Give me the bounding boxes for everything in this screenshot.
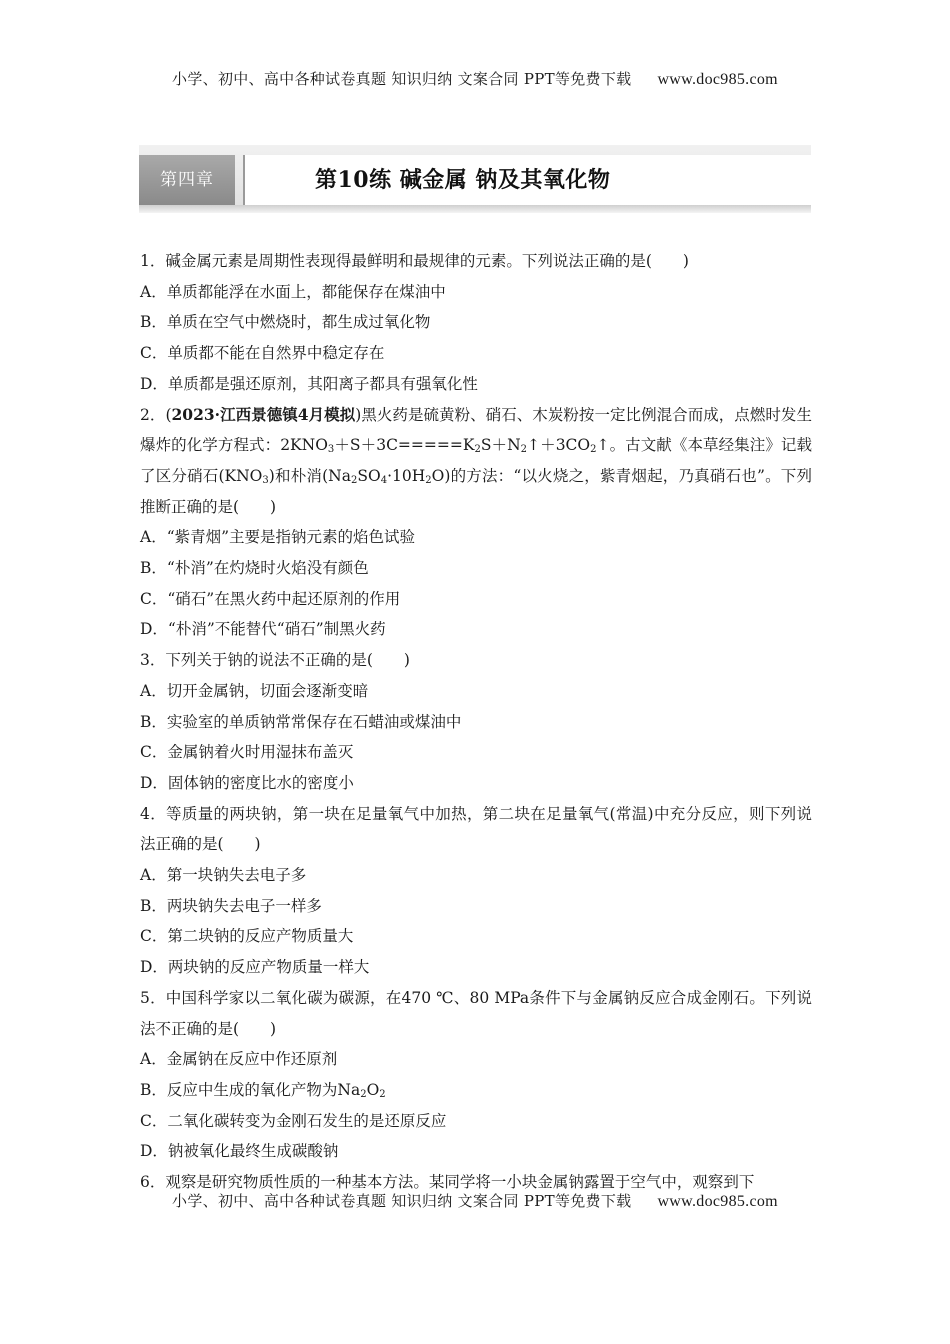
question-4-option-d: D．两块钠的反应产物质量一样大 [140,958,370,977]
question-1-option-c: C．单质都不能在自然界中稳定存在 [140,344,385,363]
question-list [140,246,812,1198]
question-2-text: ↑。古文献《本草经集注》记载了区分硝石(KNO [140,436,812,485]
banner-shadow [139,205,811,213]
question-5-option-a: A．金属钠在反应中作还原剂 [140,1050,338,1069]
chapter-banner [139,145,811,213]
subscript: 3 [262,474,269,486]
question-2-text: ＋S＋3C=====K [334,436,475,455]
subscript: 2 [350,474,358,486]
question-2-option-d: D．“朴消”不能替代“硝石”制黑火药 [140,620,386,639]
subscript: 2 [360,1088,367,1100]
question-1-option-d: D．单质都是强还原剂，其阳离子都具有强氧化性 [140,374,478,393]
page-title: 第10练 碱金属 钠及其氧化物 [315,167,611,193]
question-4-stem: 4．等质量的两块钠，第一块在足量氧气中加热，第二块在足量氧气(常温)中充分反应，则下列说法正确的是( ) [140,804,812,854]
question-3-option-a: A．切开金属钠，切面会逐渐变暗 [140,681,369,700]
header-site-link[interactable]: www.doc985.com [657,71,778,88]
question-5-option-b-text: O [366,1080,380,1099]
question-5-option-b-text: B．反应中生成的氧化产物为Na [140,1080,361,1099]
question-2-source: 2023·江西景德镇4月模拟 [171,404,356,424]
question-1-option-b: B．单质在空气中燃烧时，都生成过氧化物 [140,313,431,332]
question-2-option-b: B．“朴消”在灼烧时火焰没有颜色 [140,559,369,578]
question-2-text: )黑火药是硫黄粉、硝石、木炭粉按一定比例混合而成，点燃时发生爆炸的化学方程式：2KNO [140,405,812,455]
subscript: 2 [520,444,528,456]
title-box [243,155,813,205]
question-4-option-c: C．第二块钠的反应产物质量大 [140,927,354,946]
subscript: 2 [379,1088,386,1100]
subscript: 2 [474,444,481,456]
question-3-stem: 3．下列关于钠的说法不正确的是( ) [140,651,410,670]
question-2-stem [140,400,812,523]
question-5-option-c: C．二氧化碳转变为金刚石发生的是还原反应 [140,1111,447,1130]
question-1-stem: 1．碱金属元素是周期性表现得最鲜明和最规律的元素。下列说法正确的是( ) [140,252,689,270]
question-3-option-d: D．固体钠的密度比水的密度小 [140,773,354,792]
question-5-option-b [140,1075,812,1106]
question-2-text: SO [357,466,381,485]
footer-text: 小学、初中、高中各种试卷真题 知识归纳 文案合同 PPT等免费下载 [172,1192,632,1210]
question-5-option-d: D．钠被氧化最终生成碳酸钠 [140,1142,339,1161]
question-6-stem: 6．观察是研究物质性质的一种基本方法。某同学将一小块金属钠露置于空气中，观察到下 [140,1173,755,1192]
subscript: 4 [380,474,388,486]
question-1-option-a: A．单质都能浮在水面上，都能保存在煤油中 [140,282,446,301]
question-2-text: ↑＋3CO [527,436,591,455]
question-2-text: S＋N [480,436,521,455]
chapter-label: 第四章 [139,155,235,205]
question-3-option-c: C．金属钠着火时用湿抹布盖灭 [140,743,354,762]
question-3-option-b: B．实验室的单质钠常常保存在石蜡油或煤油中 [140,712,462,731]
page-footer [0,1190,950,1211]
question-2-option-a: A．“紫青烟”主要是指钠元素的焰色试验 [140,528,416,547]
subscript: 3 [327,444,335,456]
question-2-option-c: C．“硝石”在黑火药中起还原剂的作用 [140,589,401,608]
question-5-stem: 5．中国科学家以二氧化碳为碳源，在470 ℃、80 MPa条件下与金属钠反应合成金刚石。下列说法不正确的是( ) [140,988,812,1038]
question-4-option-b: B．两块钠失去电子一样多 [140,896,322,915]
question-2-number: 2．( [140,405,172,424]
question-2-text: )和朴消(Na [268,466,351,485]
header-text: 小学、初中、高中各种试卷真题 知识归纳 文案合同 PPT等免费下载 [172,70,632,88]
footer-site-link[interactable]: www.doc985.com [657,1193,778,1210]
question-2-text: O)的方法：“以火烧之，紫青烟起，乃真硝石也”。下列推断正确的是( ) [140,466,812,516]
question-4-option-a: A．第一块钠失去电子多 [140,866,307,885]
question-2-text: ·10H [387,466,426,485]
page-header [0,68,950,89]
subscript: 2 [590,444,597,456]
subscript: 2 [425,474,432,486]
